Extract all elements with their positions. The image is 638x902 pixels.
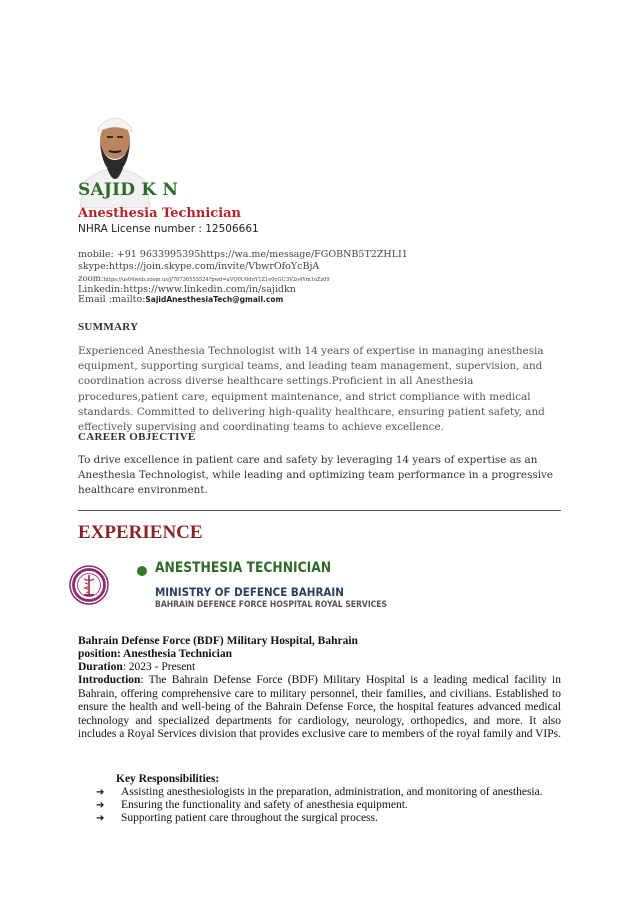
- bdf-hospital-emblem-icon: [69, 565, 109, 605]
- introduction-paragraph: [78, 674, 561, 742]
- experience-heading: EXPERIENCE: [78, 522, 203, 543]
- duration-line: [78, 661, 195, 673]
- arrow-right-icon: ➔: [96, 787, 105, 798]
- zoom-label: zoom:: [78, 274, 104, 284]
- objective-heading: CAREER OBJECTIVE: [78, 431, 196, 443]
- candidate-name: SAJID K N: [78, 180, 179, 200]
- position-line: position: Anesthesia Technician: [78, 648, 233, 660]
- introduction-label: Introduction: [78, 674, 141, 686]
- contact-zoom[interactable]: [78, 274, 330, 284]
- skype-link[interactable]: https://join.skype.com/invite/VbwrOfoYcBjA: [108, 261, 320, 272]
- skype-label: skype:: [78, 261, 109, 272]
- email-link[interactable]: SajidAnesthesiaTech@gmail.com: [145, 295, 284, 304]
- contact-skype[interactable]: [78, 261, 319, 272]
- responsibility-item: ➔ Supporting patient care throughout the surgical process.: [96, 812, 378, 824]
- duration-label: Duration: [78, 661, 123, 673]
- candidate-title: Anesthesia Technician: [78, 206, 242, 221]
- arrow-right-icon: ➔: [96, 800, 105, 811]
- organization-subtitle: BAHRAIN DEFENCE FORCE HOSPITAL ROYAL SERVICES: [155, 600, 388, 610]
- email-label: Email :mailto:: [78, 294, 146, 305]
- green-dot-icon: [137, 566, 147, 576]
- summary-text: Experienced Anesthesia Technologist with 14 years of expertise in managing anesthesia equipment, supporting surgical teams, and leading team management, supervision, and coordination across diverse healthcare settings.Proficient in all Anesthesia procedures,patient care, equipment maintenance, and strict compliance with medical standards. Committed to delivering high-quality healthcare, ensuring patient safety, and effectively supervising and coordinating teams to achieve excellence.: [78, 345, 545, 434]
- summary-heading: SUMMARY: [78, 321, 139, 333]
- section-divider: [78, 510, 561, 511]
- contact-email[interactable]: [78, 294, 283, 305]
- objective-text: To drive excellence in patient care and safety by leveraging 14 years of expertise as an Anesthesia Technologist, while leading and optimizing team performance in a progressive healthcare environment.: [78, 454, 554, 497]
- responsibility-item: ➔ Ensuring the functionality and safety of anesthesia equipment.: [96, 799, 408, 811]
- responsibilities-heading: Key Responsibilities:: [116, 773, 220, 785]
- zoom-link[interactable]: https://us04web.zoom.us/j/76736555524?pwd=aVQ0U0dnY1Z1e0cGU3V2o4Ym1oZz09: [103, 277, 330, 283]
- linkedin-label: Linkedin:: [78, 284, 124, 295]
- contact-mobile[interactable]: [78, 249, 408, 260]
- duration-value: : 2023 - Present: [122, 661, 196, 673]
- license-number: NHRA License number : 12506661: [78, 223, 259, 235]
- introduction-text: : The Bahrain Defense Force (BDF) Military Hospital is a leading medical facility in Bahrain, offering comprehensive care to military personnel, their families, and civilians. Established to ensure the health and well-being of the Bahrain Defense Force, the hospital features advanced medical technology and specialized departments for cardiology, neurology, orthopedics, and more. It also includes a Royal Services division that provides exclusive care to members of the royal family and VIPs.: [78, 674, 561, 741]
- linkedin-link[interactable]: https://www.linkedin.com/in/sajidkn: [123, 284, 296, 295]
- organization-name: MINISTRY OF DEFENCE BAHRAIN: [155, 585, 344, 599]
- mobile-label: mobile:: [78, 249, 114, 260]
- arrow-right-icon: ➔: [96, 813, 105, 824]
- job-title: ANESTHESIA TECHNICIAN: [155, 560, 332, 576]
- responsibility-item: ➔ Assisting anesthesiologists in the preparation, administration, and monitoring of anesthesia.: [96, 786, 543, 798]
- mobile-value[interactable]: +91 9633995395https://wa.me/message/FGOBNB5T2ZHLI1: [113, 249, 408, 260]
- hospital-name: Bahrain Defense Force (BDF) Military Hospital, Bahrain: [78, 635, 358, 647]
